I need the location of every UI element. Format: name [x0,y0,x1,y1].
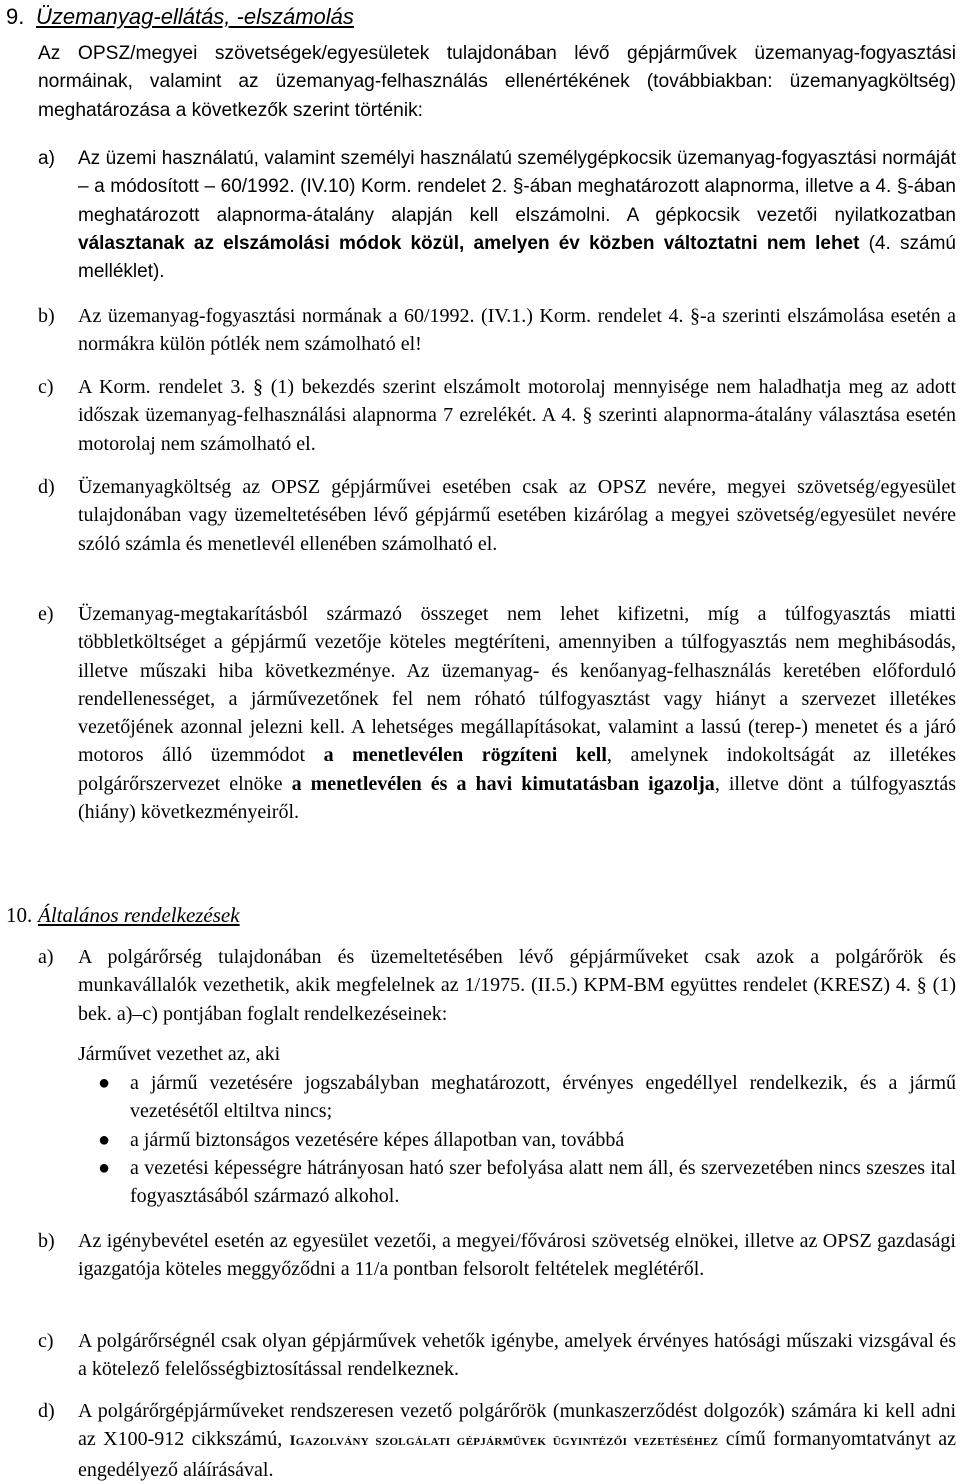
item-body: A Korm. rendelet 3. § (1) bekezdés szerint elszámolt motorolaj mennyisége nem haladhatja meg az adott időszak üzemanyag-felhasználási alapnorma 7 ezrelékét. A 4. § szerinti alapnorma-átalány választása esetén motorolaj nem számolható el. [78,376,956,455]
item-body: Az üzemanyag-fogyasztási normának a 60/1992. (IV.1.) Korm. rendelet 4. §-a szerinti elszámolása esetén a normákra külön pótlék nem számolható el! [78,305,956,356]
section-10-sub-intro [38,1040,956,1068]
requirements-list [78,1069,956,1210]
item-text: A polgárőrgépjárműveket rendszeresen vezető polgárőrök (munkaszerződést dolgozók) számára ki kell adni az X100-912 cikkszámú, [78,1400,956,1451]
section-number: 10. [6,903,33,927]
item-label: c) [38,1330,54,1352]
item-text: Az üzemi használatú, valamint személyi használatú személygépkocsik üzemanyag-fogyasztási normáját – a módosított – 60/1992. (IV.10) Korm. rendelet 2. §-ában meghatározott alapnorma, illetve a 4. §-ában meghatározott alapnorma-átalány alapján kell elszámolni. A gépkocsik vezetői nyilatkozatban [78,148,956,226]
item-label: d) [38,1400,55,1422]
section-number: 9. [6,4,25,29]
section-9-heading [6,4,354,30]
item-bold-text: a menetlevélen rögzíteni kell [323,744,607,767]
list-item [78,1126,956,1154]
item-text: (4. számú melléklet). [78,232,956,283]
item-label: b) [38,1230,55,1252]
item-body: Az igénybevétel esetén az egyesület vezetői, a megyei/fővárosi szövetség elnökei, illetve az OPSZ gazdasági igazgatója köteles meggyőződni a 11/a pontban felsorolt feltételek meglétéről. [78,1230,956,1281]
section-9-item-e [38,600,956,826]
bullet-icon: ● [98,1128,111,1151]
list-item [78,1154,956,1211]
item-body [78,1397,956,1484]
section-9-item-d [38,473,956,558]
item-label: d) [38,476,55,498]
section-9-item-c [38,373,956,458]
section-10-heading [6,902,240,928]
item-body: Üzemanyagköltség az OPSZ gépjárművei esetében csak az OPSZ nevére, megyei szövetség/egyesület tulajdonában vagy üzemeltetésében lévő gépjármű esetében kizárólag a megyei szövetség/egyesület nevére szóló számla és menetlevél ellenében számolható el. [78,476,956,555]
item-bold-text: választanak az elszámolási módok közül, amelyen év közben változtatni nem lehet [78,232,860,254]
list-item-text: a vezetési képességre hátrányosan ható szer befolyása alatt nem áll, és szervezetében nincs szeszes ital fogyasztásából származó alkohol. [130,1156,956,1208]
bullet-icon: ● [98,1072,111,1094]
section-10-item-d [38,1397,956,1484]
item-body [78,145,956,286]
item-label: a) [38,148,55,169]
item-body: A polgárőrség tulajdonában és üzemeltetésében lévő gépjárműveket csak azok a polgárőrök és munkavállalók vezethetik, akik megfelelnek az 1/1975. (II.5.) KPM-BM együttes rendelet (KRESZ) 4. § (1) bek. a)–c) pontjában foglalt rendelkezéseinek: [78,946,956,1025]
form-name-small-caps: Igazolvány szolgálati gépjárművek ügyintézői vezetéséhez [289,1433,719,1450]
item-label: e) [38,603,54,625]
item-text: , amelynek indokoltságát az illetékes polgárőrszervezet elnöke [78,744,956,795]
section-title: Általános rendelkezések [38,903,240,927]
bullet-icon: ● [98,1156,111,1179]
list-item [78,1069,956,1126]
section-10-item-c [38,1327,956,1384]
item-text: című formanyomtatványt az engedélyező aláírásával. [78,1428,956,1481]
item-label: c) [38,376,54,398]
section-9-item-b [38,302,956,359]
section-title: Üzemanyag-ellátás, -elszámolás [36,4,354,29]
item-body [78,600,956,826]
sub-intro-text: Járművet vezethet az, aki [78,1043,281,1065]
item-text: , illetve dönt a túlfogyasztás (hiány) következményeiről. [78,772,956,824]
section-10-item-b [38,1227,956,1284]
section-9-intro: Az OPSZ/megyei szövetségek/egyesületek tulajdonában lévő gépjárművek üzemanyag-fogyasztási normáinak, valamint az üzemanyag-felhasználás ellenértékének (továbbiakban: üzemanyagköltség) meghatározása a következők szerint történik: [38,43,956,121]
item-bold-text: a menetlevélen és a havi kimutatásban igazolja [291,772,715,795]
list-item-text: a jármű vezetésére jogszabályban meghatározott, érvényes engedéllyel rendelkezik, és a jármű vezetésétől eltiltva nincs; [130,1072,956,1123]
item-text: Üzemanyag-megtakarításból származó összeget nem lehet kifizetni, míg a túlfogyasztás miatti többletköltséget a gépjármű vezetője köteles megtéríteni, amennyiben a túlfogyasztás nem meghibásodás, illetve műszaki hiba következménye. Az üzemanyag- és kenőanyag-felhasználás keretében előforduló rendellenességet, a járművezetőnek fel nem róható túlfogyasztást vagy hiányt a szervezet illetékes vezetőjének azonnal jelezni kell. A lehetséges megállapításokat, valamint a lassú (terep-) menetet és a járó motoros álló üzemmódot [78,603,956,767]
item-body: A polgárőrségnél csak olyan gépjárművek vehetők igénybe, amelyek érvényes hatósági műszaki vizsgával és a kötelező felelősségbiztosítással rendelkeznek. [78,1330,956,1381]
item-label: b) [38,305,55,327]
section-10-item-a [38,943,956,1028]
section-9-item-a [38,145,956,286]
item-label: a) [38,946,54,968]
list-item-text: a jármű biztonságos vezetésére képes állapotban van, továbbá [130,1128,625,1151]
